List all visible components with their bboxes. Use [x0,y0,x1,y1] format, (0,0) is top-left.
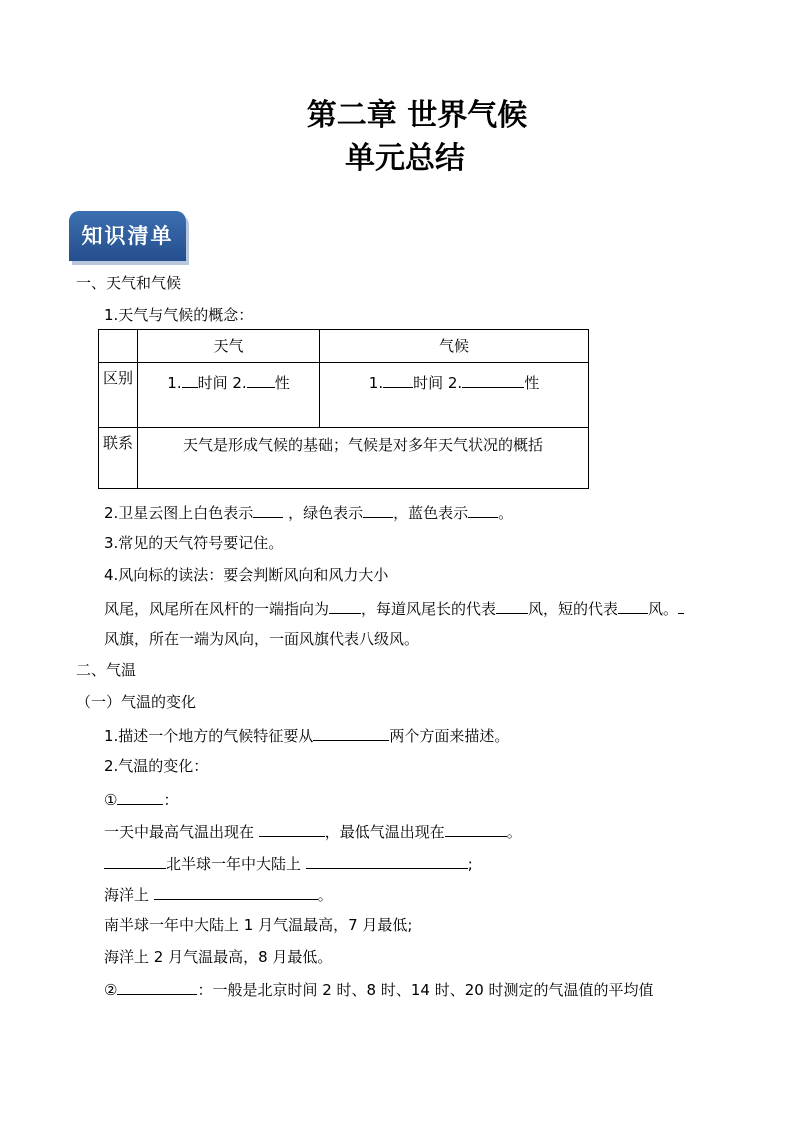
wind-flag-line: 风旗，所在一端为风向，一面风旗代表八级风。 [104,630,420,648]
section1-item2 [104,501,513,523]
blank [363,501,393,518]
page-title: 第二章 世界气候 [306,98,528,133]
wind-tail-line [104,597,684,619]
item2-a: 2.卫星云图上白色表示 [104,504,254,522]
table-row-diff-label: 区别 [99,363,138,428]
daily-line [104,820,522,842]
table-corner [99,330,138,363]
blank [383,371,413,388]
page-subtitle: 单元总结 [345,141,465,176]
section1-item1: 1.天气与气候的概念： [104,306,254,324]
ocean-a: 海洋上 [104,886,154,904]
circle2-text: ：一般是北京时间 2 时、8 时、14 时、20 时测定的气温值的平均值 [197,981,654,999]
blank [496,597,528,614]
item2-d: 。 [498,504,514,522]
item2-b: ，绿色表示 [288,504,364,522]
south-line-1: 南半球一年中大陆上 1 月气温最高，7 月最低; [104,916,413,934]
link-text-cell: 天气是形成气候的基础；气候是对多年天气状况的概括 [138,428,589,489]
blank [104,852,166,869]
diff-weather-c: 性 [274,374,290,392]
section-badge: 知识清单 [69,211,186,261]
circle1-marker: ① [104,791,118,809]
daily-c: 。 [506,823,522,841]
blank [678,597,684,614]
blank [259,820,325,837]
table-header-climate: 气候 [320,330,589,363]
north-b: ; [467,855,473,873]
section2-sub1: （一）气温的变化 [76,693,197,711]
blank [117,788,163,805]
section2-item1 [104,724,509,746]
section2-item2: 2.气温的变化： [104,757,209,775]
s2-item1-a: 1.描述一个地方的气候特征要从 [104,727,314,745]
diff-climate-a: 1. [368,374,384,392]
section1-item4: 4.风向标的读法：要会判断风向和风力大小 [104,566,389,584]
north-a: 北半球一年中大陆上 [166,855,306,873]
blank [468,501,498,518]
diff-weather-b: 时间 2. [197,374,247,392]
blank [329,597,361,614]
table-header-weather: 天气 [138,330,320,363]
circle2-marker: ② [104,981,118,999]
concept-table [98,329,589,489]
blank [618,597,648,614]
diff-climate-cell [320,363,589,428]
blank [306,852,468,869]
ocean-b: 。 [317,886,333,904]
s2-item1-b: 两个方面来描述。 [389,727,510,745]
tail-c: 风，短的代表 [528,600,619,618]
table-row-link-label: 联系 [99,428,138,489]
circle1-end: ： [163,791,179,809]
north-line [104,852,473,874]
blank [154,883,318,900]
blank [313,724,389,741]
blank [462,371,524,388]
section1-item3: 3.常见的天气符号要记住。 [104,534,284,552]
daily-a: 一天中最高气温出现在 [104,823,259,841]
circle2-line [104,978,654,1000]
blank [247,371,275,388]
diff-climate-c: 性 [524,374,540,392]
blank [253,501,283,518]
diff-weather-cell [138,363,320,428]
diff-weather-a: 1. [167,374,182,392]
section1-heading: 一、天气和气候 [76,274,182,292]
diff-climate-b: 时间 2. [413,374,463,392]
blank [117,978,197,995]
south-line-2: 海洋上 2 月气温最高，8 月最低。 [104,948,333,966]
tail-d: 风。 [648,600,679,618]
daily-b: ，最低气温出现在 [324,823,445,841]
item2-c: ，蓝色表示 [393,504,469,522]
circle1-line [104,788,178,810]
blank [182,371,198,388]
tail-b: ，每道风尾长的代表 [361,600,497,618]
blank [445,820,507,837]
tail-a: 风尾，风尾所在风杆的一端指向为 [104,600,330,618]
ocean-line [104,883,333,905]
section2-heading: 二、气温 [76,661,137,679]
